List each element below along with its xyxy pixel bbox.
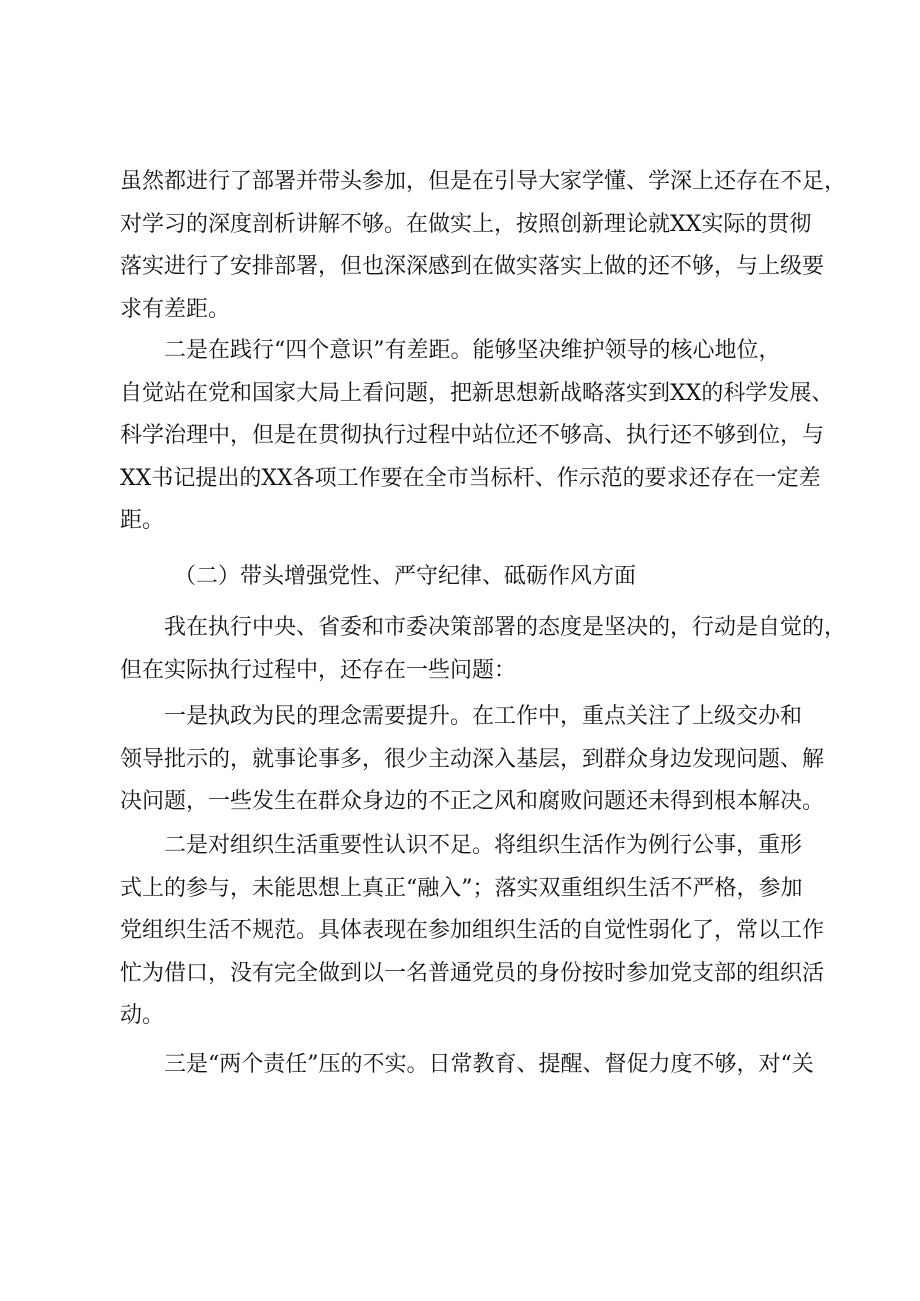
text-line: 决问题，一些发生在群众身边的不正之风和腐败问题还未得到根本解决。	[120, 789, 825, 814]
paragraph-four-consciousness	[120, 330, 834, 543]
paragraph-ideological-study-continuation	[120, 161, 847, 331]
text-line: XX书记提出的XX各项工作要在全市当标杆、作示范的要求还存在一定差	[120, 465, 821, 491]
text-line: 但在实际执行过程中，还存在一些问题：	[120, 657, 517, 683]
text-line: 自觉站在党和国家大局上看问题，把新思想新战略落实到XX的科学发展、	[120, 380, 834, 406]
text-line: 二是在践行“四个意识”有差距。能够坚决维护领导的核心地位，	[164, 338, 781, 363]
text-line: 对学习的深度剖析讲解不够。在做实上，按照创新理论就XX实际的贯彻	[120, 211, 812, 237]
text-line: 忙为借口，没有完全做到以一名普通党员的身份按时参加党支部的组织活	[120, 960, 825, 986]
text-line: 一是执政为民的理念需要提升。在工作中，重点关注了上级交办和	[164, 704, 803, 729]
text-line: 式上的参与，未能思想上真正“融入”；落实双重组织生活不严格，参加	[120, 875, 803, 901]
paragraph-two-responsibilities	[120, 1044, 820, 1087]
text-line: 求有差距。	[120, 296, 231, 322]
text-line: 二是对组织生活重要性认识不足。将组织生活作为例行公事，重形	[164, 833, 803, 858]
text-line: 虽然都进行了部署并带头参加，但是在引导大家学懂、学深上还存在不足，	[120, 169, 847, 194]
paragraph-execution-attitude	[120, 607, 847, 692]
section-heading	[120, 556, 820, 599]
text-line: 距。	[120, 508, 165, 533]
text-line: 我在执行中央、省委和市委决策部署的态度是坚决的，行动是自觉的，	[164, 615, 847, 640]
text-line: 落实进行了安排部署，但也深深感到在做实落实上做的还不够，与上级要	[120, 254, 825, 279]
text-line: 动。	[120, 1003, 165, 1028]
text-line: 科学治理中，但是在贯彻执行过程中站位还不够高、执行还不够到位，与	[120, 423, 825, 448]
text-line: 三是“两个责任”压的不实。日常教育、提醒、督促力度不够，对“关	[164, 1052, 814, 1077]
section-heading-text: （二）带头增强党性、严守纪律、砥砺作风方面	[174, 564, 637, 589]
text-line: 领导批示的，就事论事多，很少主动深入基层，到群众身边发现问题、解	[120, 746, 825, 772]
text-line: 党组织生活不规范。具体表现在参加组织生活的自觉性弱化了，常以工作	[120, 918, 825, 943]
paragraph-serving-people	[120, 696, 825, 824]
paragraph-organizational-life	[120, 825, 825, 1038]
